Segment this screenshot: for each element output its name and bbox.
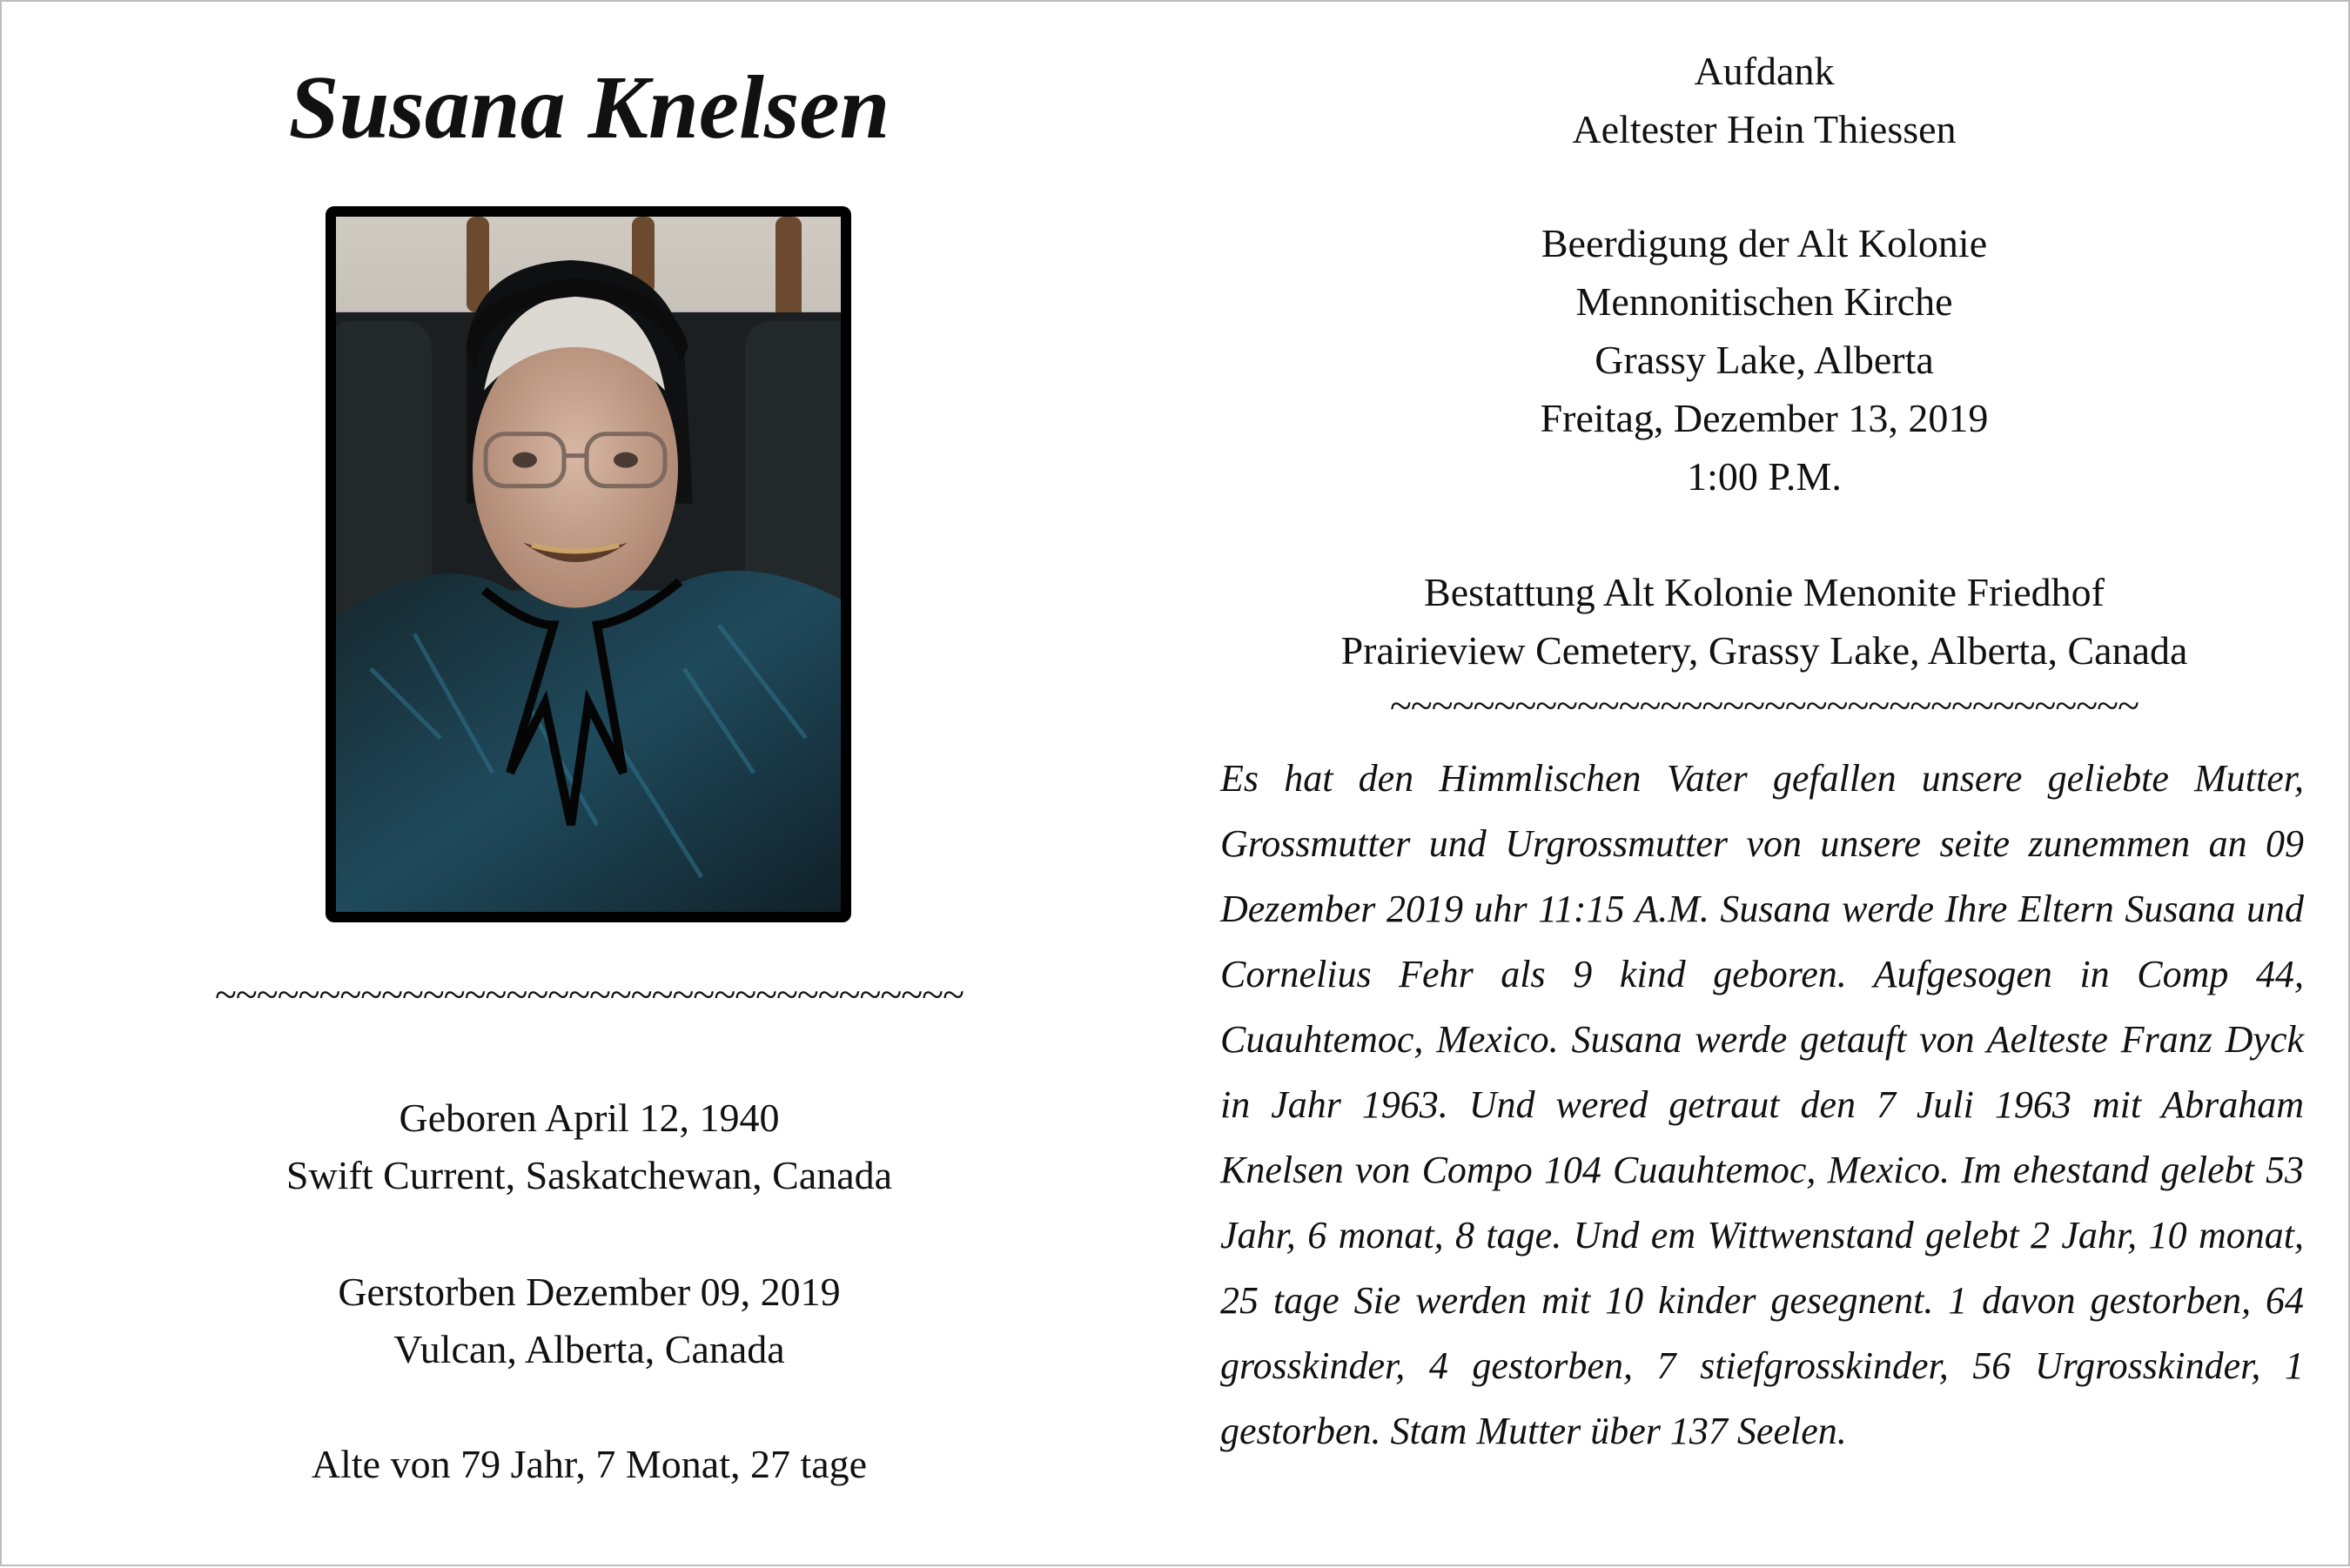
burial-line-2: Prairieview Cemetery, Grassy Lake, Alberta, Canada (1340, 628, 2188, 673)
death-block (2, 1263, 1177, 1378)
funeral-line-3: Grassy Lake, Alberta (1595, 338, 1934, 382)
deceased-name: Susana Knelsen (288, 57, 890, 157)
death-place: Vulcan, Alberta, Canada (393, 1327, 785, 1371)
divider-left: ~~~~~~~~~~~~~~~~~~~~~~~~~~~~~~~~~~~~ (215, 972, 964, 1016)
officiant-block (1177, 42, 2350, 158)
portrait-photo (326, 206, 851, 922)
funeral-block (1177, 214, 2350, 506)
birth-block (2, 1089, 1177, 1204)
birth-date: Geboren April 12, 1940 (399, 1096, 780, 1140)
divider-right: ~~~~~~~~~~~~~~~~~~~~~~~~~~~~~~~~~~~~ (1390, 683, 2138, 727)
age-block (2, 1436, 1177, 1493)
thanks-label: Aufdank (1694, 49, 1835, 93)
portrait-image (336, 217, 841, 912)
obituary-text: Es hat den Himmlischen Vater gefallen unsere geliebte Mutter, Grossmutter und Urgrossmutter von unsere seite zunemmen an 09 Dezember 2019 uhr 11:15 A.M. Susana werde Ihre Eltern Susana und Cornelius Fehr als 9 kind geboren. Aufgesogen in Comp 44, Cuauhtemoc, Mexico. Susana werde getauft von Aelteste Franz Dyck in Jahr 1963. Und wered getraut den 7 Juli 1963 mit Abraham Knelsen von Compo 104 Cuauhtemoc, Mexico. Im ehestand gelebt 53 Jahr, 6 monat, 8 tage. Und em Wittwenstand gelebt 2 Jahr, 10 monat, 25 tage Sie werden mit 10 kinder gesegnent. 1 davon gestorben, 64 grosskinder, 4 gestorben, 7 stiefgrosskinder, 56 Urgrosskinder, 1 gestorben. Stam Mutter über 137 Seelen. (1220, 757, 2304, 1452)
right-panel (1177, 2, 2350, 1568)
burial-line-1: Bestattung Alt Kolonie Menonite Friedhof (1424, 570, 2105, 614)
funeral-date: Freitag, Dezember 13, 2019 (1540, 396, 1989, 440)
officiant-name: Aeltester Hein Thiessen (1572, 107, 1957, 151)
death-date: Gerstorben Dezember 09, 2019 (338, 1270, 841, 1314)
funeral-time: 1:00 P.M. (1687, 454, 1842, 499)
left-panel (2, 2, 1177, 1568)
burial-block (1177, 563, 2350, 680)
funeral-line-1: Beerdigung der Alt Kolonie (1541, 221, 1988, 265)
age-text: Alte von 79 Jahr, 7 Monat, 27 tage (311, 1442, 868, 1486)
funeral-line-2: Mennonitischen Kirche (1575, 279, 1953, 324)
birth-place: Swift Current, Saskatchewan, Canada (285, 1153, 893, 1197)
